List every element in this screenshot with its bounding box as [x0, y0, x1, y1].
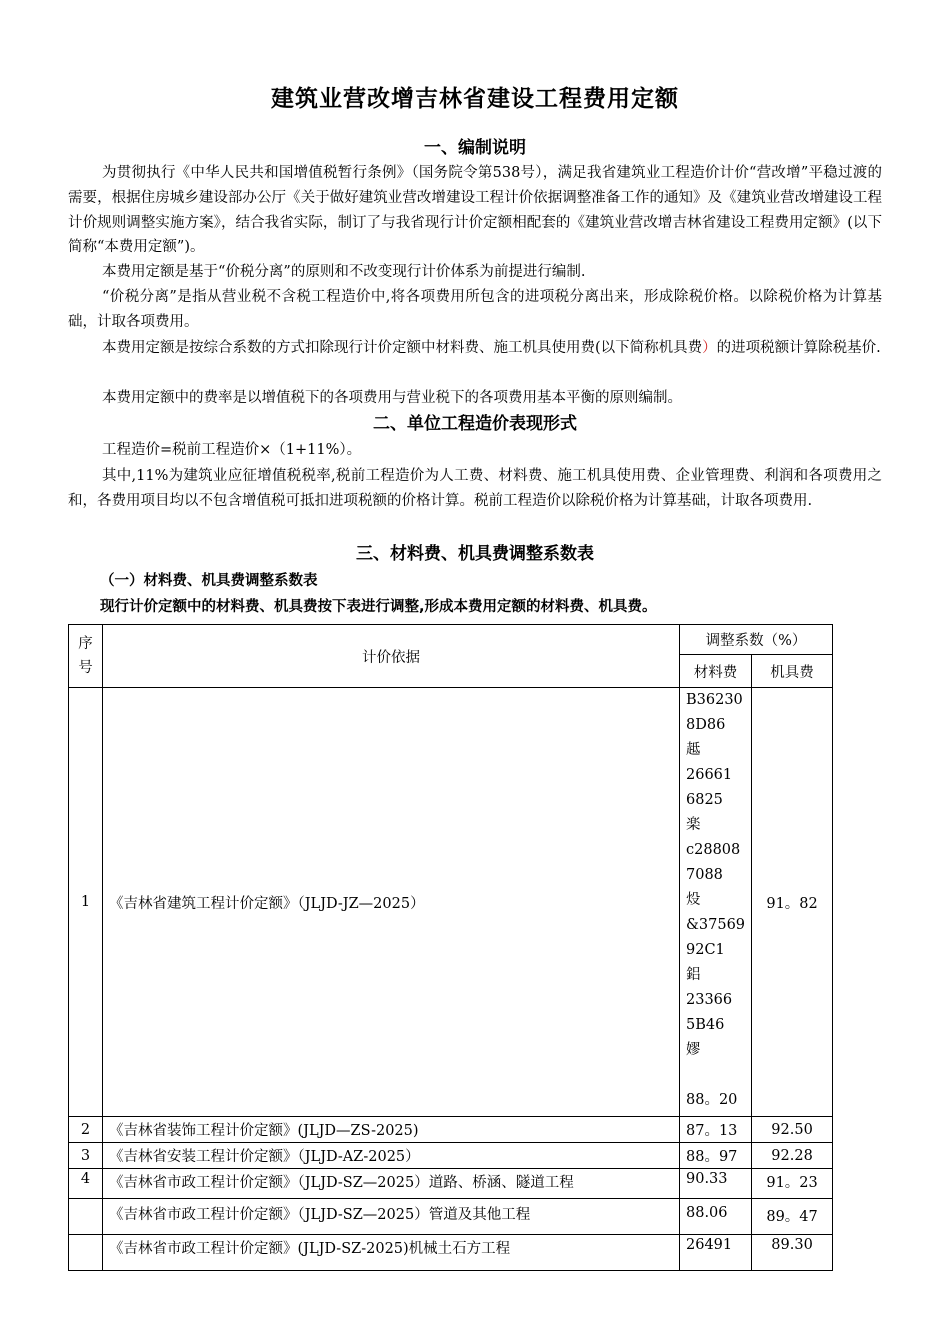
table-intro: 现行计价定额中的材料费、机具费按下表进行调整,形成本费用定额的材料费、机具费。 — [100, 599, 657, 615]
header-material-cost: 材料费 — [680, 655, 752, 688]
material-value-line: c28808 — [686, 842, 741, 858]
section-3-heading: 三、材料费、机具费调整系数表 — [356, 544, 594, 564]
section-1-paragraph-3: “价税分离”是指从营业税不含税工程造价中,将各项费用所包含的进项税分离出来，形成除税价格。以除税价格为计算基础，计取各项费用。 — [68, 289, 882, 330]
row-material-coefficient: 87。13 — [680, 1117, 752, 1143]
row-machinery-coefficient: 92.50 — [752, 1117, 833, 1143]
row-basis: 《吉林省建筑工程计价定额》（JLJD-JZ—2025） — [103, 688, 680, 1117]
row-material-coefficient: 90.33 — [680, 1169, 752, 1199]
material-value-line: &37569 — [686, 917, 746, 933]
table-row — [69, 1169, 833, 1199]
row-material-coefficient — [680, 688, 752, 1117]
section-1-paragraph-1: 为贯彻执行《中华人民共和国增值税暂行条例》（国务院令第538号），满足我省建筑业工程造价计价“营改增”平稳过渡的需要，根据住房城乡建设部办公厅《关于做好建筑业营改增建设工程计价依据调整准备工作的通知》及《建筑业营改增建设工程计价规则调整实施方案》，结合我省实际，制订了与我省现行计价定额相配套的《建筑业营改增吉林省建设工程费用定额》(以下简称“本费用定额”)。 — [68, 165, 882, 256]
row-number — [69, 1235, 103, 1271]
material-value-line: 嫪 — [686, 1042, 701, 1058]
material-value-line: 楽 — [686, 817, 701, 833]
document-title: 建筑业营改增吉林省建设工程费用定额 — [271, 86, 679, 112]
material-value-line: 6825 — [686, 792, 723, 808]
paragraph-4-text-c: 的进项税额计算除税基价. — [716, 340, 881, 356]
section-2-heading: 二、单位工程造价表现形式 — [373, 414, 577, 434]
row-machinery-coefficient: 89.30 — [752, 1235, 833, 1271]
row-number — [69, 1199, 103, 1235]
row-machinery-coefficient: 91。82 — [752, 688, 833, 1117]
coefficient-table — [68, 624, 833, 1271]
material-value-line: 8D86 — [686, 717, 726, 733]
material-value-line: 7088 — [686, 867, 723, 883]
material-value-line: B36230 — [686, 692, 743, 708]
section-2-paragraph: 其中,11%为建筑业应征增值税税率,税前工程造价为人工费、材料费、施工机具使用费、企业管理费、利润和各项费用之和，各费用项目均以不包含增值税可抵扣进项税额的价格计算。税前工程造价以除税价格为计算基础，计取各项费用. — [68, 468, 882, 509]
row-material-coefficient: 88。97 — [680, 1143, 752, 1169]
table-header-row-1 — [69, 625, 833, 655]
row-basis: 《吉林省安装工程计价定额》（JLJD-AZ-2025） — [103, 1143, 680, 1169]
row-machinery-coefficient: 91。23 — [752, 1169, 833, 1199]
section-1-paragraph-5: 本费用定额中的费率是以增值税下的各项费用与营业税下的各项费用基本平衡的原则编制。 — [102, 390, 682, 406]
material-value-line: 5B46 — [686, 1017, 725, 1033]
table-row — [69, 1235, 833, 1271]
material-value-line: 鋁 — [686, 967, 701, 983]
table-row — [69, 1117, 833, 1143]
row-material-coefficient: 88.06 — [680, 1199, 752, 1235]
row-machinery-coefficient: 89。47 — [752, 1199, 833, 1235]
section-1-paragraph-2: 本费用定额是基于“价税分离”的原则和不改变现行计价体系为前提进行编制. — [102, 264, 586, 280]
material-value-line: 炈 — [686, 892, 701, 908]
row-number: 2 — [69, 1117, 103, 1143]
header-basis: 计价依据 — [103, 625, 680, 688]
table-row — [69, 1143, 833, 1169]
material-value-line: 23366 — [686, 992, 733, 1008]
material-value-line — [686, 1063, 745, 1088]
table-row — [69, 1199, 833, 1235]
row-number: 1 — [69, 688, 103, 1117]
row-material-coefficient: 26491 — [680, 1235, 752, 1271]
row-basis: 《吉林省市政工程计价定额》（JLJD-SZ—2025）管道及其他工程 — [103, 1199, 680, 1235]
header-adjustment-coefficient: 调整系数（%） — [680, 625, 833, 655]
row-number: 3 — [69, 1143, 103, 1169]
paragraph-4-text-a: 本费用定额是按综合系数的方式扣除现行计价定额中材料费、施工机具使用费(以下简称机具费 — [102, 340, 703, 356]
row-basis: 《吉林省市政工程计价定额》（JLJD-SZ—2025）道路、桥涵、隧道工程 — [103, 1169, 680, 1199]
paragraph-4-red-paren: ） — [702, 340, 717, 356]
material-value-line: 趆 — [686, 742, 701, 758]
row-basis: 《吉林省市政工程计价定额》(JLJD-SZ-2025)机械土石方工程 — [103, 1235, 680, 1271]
row-machinery-coefficient: 92.28 — [752, 1143, 833, 1169]
material-value-stack — [686, 688, 745, 1113]
section-2-formula: 工程造价=税前工程造价×（1+11%）。 — [102, 442, 362, 458]
row-basis: 《吉林省装饰工程计价定额》(JLJD—ZS-2025) — [103, 1117, 680, 1143]
section-1-heading: 一、编制说明 — [424, 138, 526, 158]
header-serial-number: 序号 — [69, 625, 103, 688]
section-3-subheading: （一）材料费、机具费调整系数表 — [100, 573, 318, 589]
table-row — [69, 688, 833, 1117]
section-1-paragraph-4 — [68, 336, 882, 361]
row-number: 4 — [69, 1169, 103, 1199]
header-machinery-cost: 机具费 — [752, 655, 833, 688]
material-value-line: 26661 — [686, 767, 733, 783]
material-value-line: 92C1 — [686, 942, 725, 958]
material-value-line: 88。20 — [686, 1092, 738, 1108]
